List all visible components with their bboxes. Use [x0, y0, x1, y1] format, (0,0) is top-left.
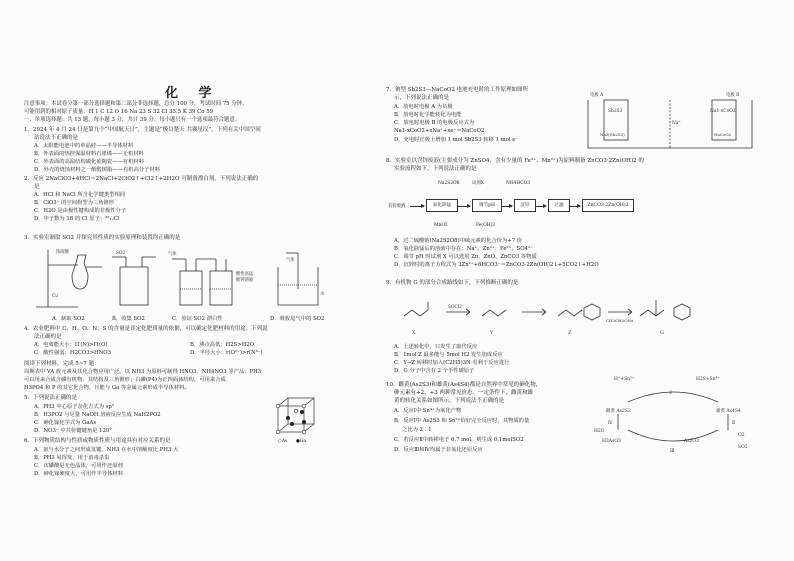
- compound-y: Y: [490, 330, 494, 336]
- svg-text:气体: 气体: [286, 258, 295, 263]
- flow-arrow: [410, 206, 424, 207]
- option: A．HCl 和 NaCl 所含化学键类型相同: [34, 192, 126, 198]
- cycle-label: H2O: [594, 429, 605, 434]
- arsenic-cycle-diagram: [588, 372, 758, 464]
- option: D．充电时正极上增加 1 mol Sb2S3 转移 1 mol e⁻: [394, 137, 519, 143]
- reagent-label: NH4HCO3: [506, 181, 531, 186]
- passage-line: 可以用来合成含磷有机物，其结构及三角锥形；白磷(P4)为正四面体结构，可用来合成: [24, 377, 226, 383]
- option: C．外表面的高温结构碳化硅陶瓷——有机材料: [34, 159, 144, 165]
- option: B．沸点高低：H2S>H2O: [190, 342, 255, 348]
- flow-arrow: [502, 206, 512, 207]
- option: C．次磷酸是无色晶体，可用作还原剂: [34, 463, 123, 469]
- battery-diagram: [582, 86, 758, 152]
- flow-step: 过滤: [548, 199, 570, 212]
- compound-g: G: [660, 330, 664, 336]
- cycle-label: 雄黄 As4S4: [716, 409, 741, 414]
- question-3-stem: 3．实验室制取 SO2 并探究其性质的实验原理和装置均正确的是: [24, 235, 181, 241]
- passage-line: 阅读下列材料，完成 5~7 题：: [24, 361, 100, 367]
- electrode-material: Sb2S3: [608, 109, 623, 114]
- flow-arrow: [570, 206, 580, 207]
- apparatus-label: D．吸收尾气中的 SO2: [270, 316, 325, 322]
- option: D．反应Ⅲ和Ⅳ均属于非氧化还原反应: [394, 447, 483, 453]
- option: C．放电时电极 B 的电极反应式为: [394, 120, 475, 126]
- compound-x: X: [412, 330, 416, 336]
- question-7-stem: 示，下列说法正确的是: [394, 95, 450, 101]
- option: 之比为 2∶1: [402, 427, 432, 433]
- option: A．反应Ⅰ中 Sn⁴⁺为氧化产物: [394, 408, 462, 414]
- option: B．外表面的热控保温材料石墨烯——无机材料: [34, 151, 144, 157]
- flow-arrow: [458, 206, 470, 207]
- compound-z: Z: [568, 330, 572, 336]
- apparatus-label: B．收集 SO2: [112, 316, 145, 322]
- option: D．半径大小：r(O²⁻)>r(N³⁻): [190, 350, 263, 356]
- option: A．太阳能电池中的单晶硅——半导体材料: [34, 143, 134, 149]
- option: D．沉锌时的离子方程式为 3Zn²⁺+6HCO3⁻＝ZnCO3·2Zn(OH)2↓+5CO2↑+H2O: [394, 262, 599, 268]
- option: A．PH3 中心原子杂化方式为 sp³: [34, 404, 114, 410]
- apparatus-label: A．制取 SO2: [52, 316, 85, 322]
- reagent-label: 试剂X: [472, 181, 484, 186]
- svg-text:水: 水: [320, 292, 325, 297]
- option: A．放电时电极 A 为负极: [394, 104, 453, 110]
- electrode-b-label: 电极 B: [726, 93, 740, 98]
- cycle-label: O2: [738, 433, 745, 438]
- cycle-label: H⁺+Sn²⁺: [614, 377, 635, 382]
- option: C．Y→Z 转移时加入(C2H5)3N 有利于反应进行: [394, 360, 510, 366]
- option: C．调节 pH 时试剂 X 可以选用 Zn、ZnO、ZnCO3 等物质: [394, 254, 537, 260]
- intro-line: 注意事项：本试卷分第一部分选择题和第二部分非选择题，总分 100 分，考试时间 75 分钟。: [24, 101, 248, 107]
- option: D．外壳的烧蚀材料之一酚醛树脂——有机高分子材料: [34, 167, 161, 173]
- cycle-label: SO2: [738, 445, 748, 450]
- question-1-stem: 1．2024 年 4 月 24 日是第九个“中国航天日”，主题是“极目楚天 共襄星汉”。下列有关中国空间: [24, 127, 261, 133]
- option: C．酸性强弱：H2CO3>HNO3: [34, 350, 111, 356]
- option: D．G 分子中含有 2 个手性碳原子: [394, 368, 475, 374]
- option: B．PH3 易挥发，用于消毒杀虫: [34, 455, 110, 461]
- option: D．砷化镓硬度大，可用作半导体材料: [34, 471, 123, 477]
- question-1-stem: 站说法不正确的是: [34, 135, 79, 141]
- electrode-a-label: 电极 A: [590, 93, 604, 98]
- question-4-stem: 4．农业肥料中 C、H、O、N、S 的含量是评定化肥质量的依据，可以确定化肥材料的用途。下列说: [24, 326, 268, 332]
- question-10-stem: 砷元素有+2、+3 两种常见价态。一定条件下，雌黄和雄: [394, 390, 533, 396]
- svg-text:SO2: SO2: [116, 251, 126, 256]
- question-5-stem: 5．下列说法正确的是: [24, 395, 77, 401]
- question-8-stem: 实验流程如下。下列说法正确的是: [394, 166, 477, 172]
- apparatus-label: C．验证 SO2 漂白性: [172, 316, 223, 322]
- intro-line: 可能用到的相对原子质量：H 1 C 12 O 16 Na 23 S 32 Cl 35.5 K 39 Co 59: [24, 109, 214, 115]
- option: C．砷化镓化学式为 GaAs: [34, 420, 97, 426]
- flow-step: 调节pH: [472, 199, 502, 212]
- byproduct-label: Fe(OH)3: [476, 223, 496, 228]
- question-6-stem: 6．下列物质结构与性质或物质性质与用途具有对应关系的是: [24, 438, 171, 444]
- option: C．H2O 是由极性键构成的非极性分子: [34, 208, 127, 214]
- svg-text:酸钾溶液: 酸钾溶液: [236, 278, 254, 283]
- question-10-stem: 黄的转化关系如图所示。下列说法不正确的是: [394, 398, 505, 404]
- option: B．ClO3⁻ 的空间构型为三角锥形: [34, 200, 115, 206]
- cycle-label: 雌黄 As2S3: [606, 409, 631, 414]
- crystal-legend: ●Ga: [296, 439, 306, 444]
- cycle-step: Ⅳ: [608, 421, 613, 426]
- svg-text:浓硫酸: 浓硫酸: [56, 250, 69, 255]
- option: B．反应Ⅰ中 As2S3 和 Sn²⁺恰好完全反应时，其物质的量: [394, 418, 530, 424]
- option: D．中子数为 18 的 Cl 原子：³⁵₁₇Cl: [34, 216, 120, 222]
- question-10-stem: 10．雌黄(As2S3)和雄黄(As4S4)都是自然界中常见的砷化物，: [386, 382, 542, 388]
- reagent-label: SOCl2: [448, 305, 462, 310]
- apparatus-figure: [28, 245, 368, 315]
- svg-text:Cu: Cu: [52, 294, 59, 299]
- synthesis-scheme: [398, 290, 718, 340]
- question-4-stem: 法正确的是: [34, 334, 62, 340]
- flow-start: 有锌废液: [388, 204, 406, 209]
- option: B．H3PO2 与足量 NaOH 溶液反应生成 NaH2PO2: [34, 412, 161, 418]
- option: A．上述转化中，只发生了取代反应: [394, 344, 478, 350]
- option: A．过二硫酸钠(Na2S2O8)中硫元素的化合价为+7 价: [394, 238, 523, 244]
- passage-line: 周期表中 VA 族元素及其化合物应用广泛。以 NH3 为原料可制得 HNO3、NH4NO3 等产品；PH3: [24, 369, 262, 375]
- option: A．电离能大小：I1(N)>I1(O): [34, 342, 108, 348]
- reagent-label: CH3CH2ONa: [606, 318, 634, 323]
- crystal-cell-figure: [270, 394, 330, 442]
- byproduct-label: MnO2: [434, 223, 448, 228]
- svg-text:气体: 气体: [168, 252, 177, 257]
- option: C．若反应Ⅱ中转移电子 0.7 mol，则生成 0.1molSO2: [394, 437, 524, 443]
- crystal-legend: ○As: [278, 439, 288, 444]
- question-7-stem: 7．钠型 Sb2S3—NaCoO2 电池充电时的工作原理如图所: [386, 87, 529, 93]
- passage-line: H3PO4 和 P 的其它化合物，且能与 Ga 等金属元素形成半导体材料。: [24, 385, 190, 391]
- flow-product: ZnCO3·2Zn(OH)2: [582, 199, 634, 212]
- option: D．NO3⁻ 中共价键键角是 120°: [34, 428, 112, 434]
- question-2-stem: 2．反应 2NaClO3+4HCl＝2NaCl+2ClO2↑+Cl2↑+2H2O 可制备漂白剂。下列说法正确的: [24, 176, 259, 182]
- reagent-label: Na2S2O8: [438, 181, 460, 186]
- cycle-step: Ⅱ: [732, 421, 736, 426]
- question-8-stem: 8．实验室以含锌废液(主要成分为 ZnSO4，含有少量的 Fe²⁺、Mn²⁺)为原料制备 ZnCO3·2Zn(OH)2 的: [386, 158, 644, 164]
- option: A．氨与水分子之间形成氢键，NH3 在水中溶解度比 PH3 大: [34, 447, 179, 453]
- electrode-product: Na3(Sb2S3): [600, 132, 625, 137]
- electrode-material: Na1-xCoO2: [710, 109, 736, 114]
- flow-arrow: [536, 206, 546, 207]
- intro-line: 一、单项选择题：共 13 题，每小题 3 分，共计 39 分。每小题只有一个选项最符合题意。: [24, 117, 241, 123]
- option: B．放电时化学能转化为电能: [394, 112, 462, 118]
- option: B．氧化除锰后的溶液中存在：Na⁺、Zn²⁺、Fe²⁺、SO4²⁻: [394, 246, 533, 252]
- svg-text:酸性高锰: 酸性高锰: [236, 272, 254, 277]
- flow-step: 氧化除锰: [426, 199, 458, 212]
- cycle-label: As2O3: [684, 439, 699, 444]
- flow-step: 沉锌: [514, 199, 536, 212]
- cycle-step: Ⅰ: [670, 391, 672, 396]
- cycle-label: H3AsO3: [602, 439, 621, 444]
- electrode-product: NaCoO2: [714, 132, 732, 137]
- ion-label: Na⁺: [672, 121, 681, 126]
- question-9-stem: 9．有机物 G 的部分合成路线如下，下列推断正确的是: [386, 280, 519, 286]
- cycle-label: H2S+Sn⁴⁺: [696, 377, 720, 382]
- question-2-stem: 是: [34, 184, 40, 190]
- page-title: 化 学: [165, 86, 220, 101]
- cycle-step: Ⅲ: [670, 449, 675, 454]
- option: B．1mol Z 最多能与 5mol H2 发生加成反应: [394, 352, 503, 358]
- option: Na1-xCoO2+xNa⁺+xe⁻＝NaCoO2: [394, 128, 485, 134]
